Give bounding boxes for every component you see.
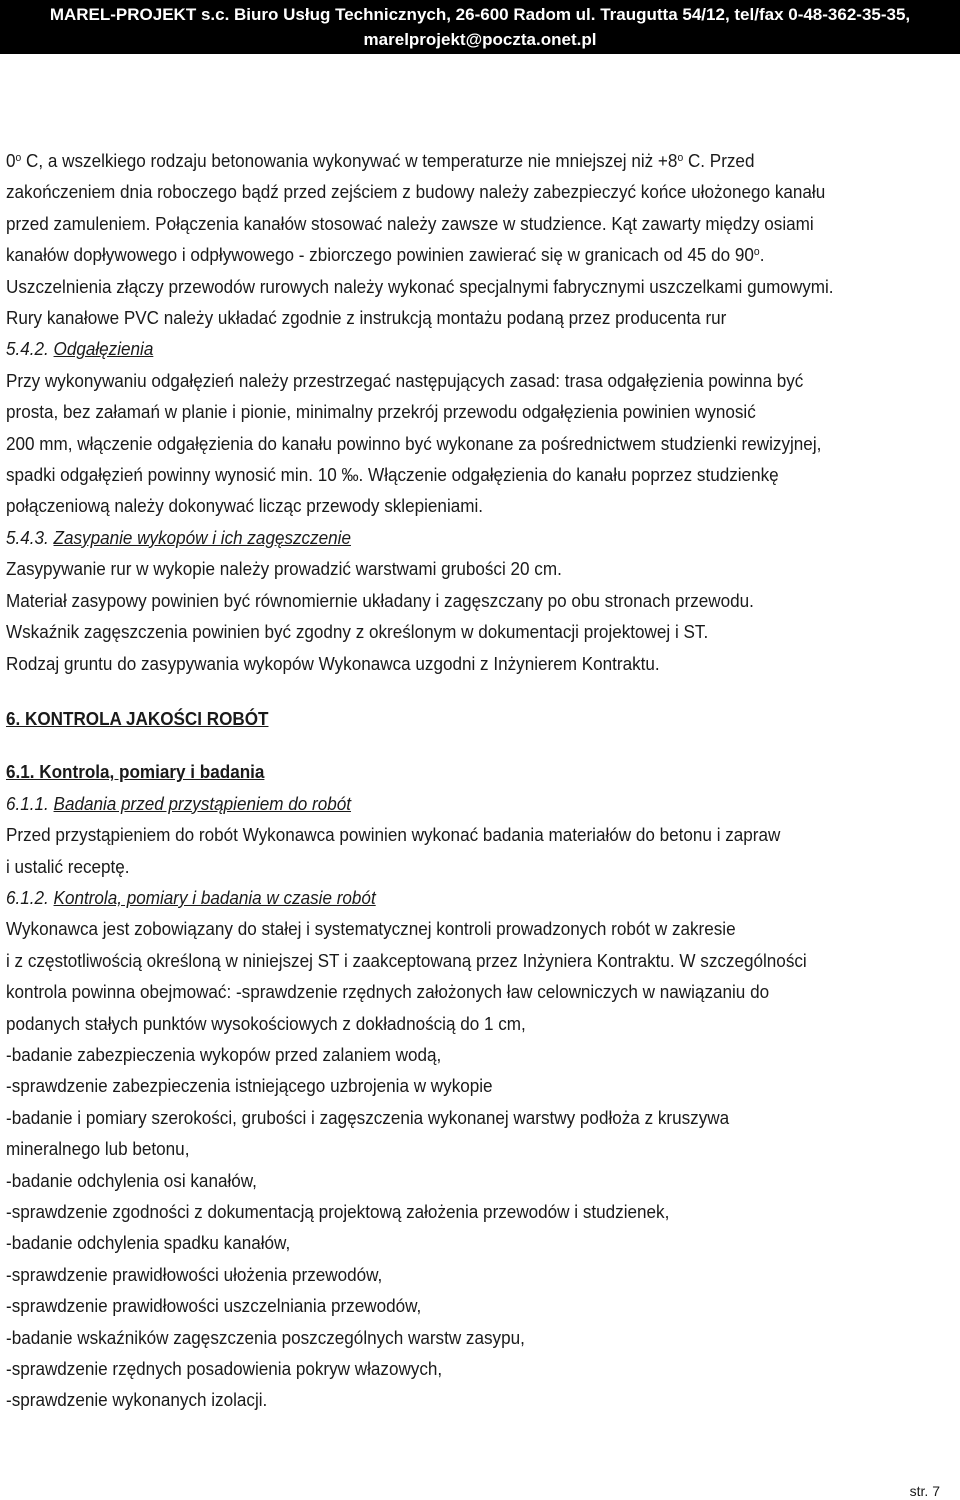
section-body-6-1-1 bbox=[6, 820, 897, 883]
text-line: -badanie odchylenia osi kanałów, bbox=[6, 1170, 257, 1191]
text-line: Wskaźnik zagęszczenia powinien być zgodny z określonym w dokumentacji projektowej i ST. bbox=[6, 622, 709, 643]
text-line: prosta, bez załamań w planie i pionie, minimalny przekrój przewodu odgałęzienia powinien wynosić bbox=[6, 402, 756, 423]
text-line: -sprawdzenie zgodności z dokumentacją projektową założenia przewodów i studzienek, bbox=[6, 1202, 670, 1222]
intro-line-3: przed zamuleniem. Połączenia kanałów stosować należy zawsze w studzience. Kąt zawarty między osiami bbox=[6, 213, 814, 234]
section-body-6-1-2 bbox=[6, 914, 897, 1417]
text-line: i ustalić receptę. bbox=[6, 856, 130, 877]
section-heading-6-1-2: 6.1.2. Kontrola, pomiary i badania w czasie robót bbox=[6, 887, 376, 908]
text-line: spadki odgałęzień powinny wynosić min. 10 ‰. Włączenie odgałęzienia do kanału poprzez studzienkę bbox=[6, 465, 779, 486]
text-line: -sprawdzenie wykonanych izolacji. bbox=[6, 1390, 268, 1411]
text-line: mineralnego lub betonu, bbox=[6, 1139, 190, 1160]
text-line: Przed przystąpieniem do robót Wykonawca powinien wykonać badania materiałów do betonu i zapraw bbox=[6, 825, 781, 846]
section-heading-6-1-1: 6.1.1. Badania przed przystąpieniem do robót bbox=[6, 793, 352, 814]
text-line: podanych stałych punktów wysokościowych z dokładnością do 1 cm, bbox=[6, 1013, 526, 1034]
intro-line-5: Uszczelnienia złączy przewodów rurowych należy wykonać specjalnymi fabrycznymi uszczelkami gumowymi. bbox=[6, 276, 834, 297]
page-header bbox=[0, 0, 960, 54]
page-number: str. 7 bbox=[909, 1483, 940, 1499]
text-line: -sprawdzenie prawidłowości ułożenia przewodów, bbox=[6, 1264, 383, 1285]
text-line: Przy wykonywaniu odgałęzień należy przestrzegać następujących zasad: trasa odgałęzienia powinna być bbox=[6, 370, 804, 391]
text-line: -badanie wskaźników zagęszczenia poszczególnych warstw zasypu, bbox=[6, 1327, 525, 1348]
header-line-2: marelprojekt@poczta.onet.pl bbox=[363, 30, 597, 49]
text-line: -sprawdzenie zabezpieczenia istniejącego uzbrojenia w wykopie bbox=[6, 1076, 493, 1097]
section-heading-5-4-2: 5.4.2. Odgałęzienia bbox=[6, 339, 154, 360]
section-heading-6: 6. KONTROLA JAKOŚCI ROBÓT bbox=[6, 708, 269, 729]
section-body-5-4-3 bbox=[6, 554, 897, 680]
section-body-5-4-2 bbox=[6, 366, 897, 523]
text-line: -sprawdzenie prawidłowości uszczelniania przewodów, bbox=[6, 1296, 422, 1317]
text-line: Rodzaj gruntu do zasypywania wykopów Wykonawca uzgodni z Inżynierem Kontraktu. bbox=[6, 653, 660, 674]
text-line: -badanie i pomiary szerokości, grubości i zagęszczenia wykonanej warstwy podłoża z kruszywa bbox=[6, 1107, 730, 1128]
header-line-1: MAREL-PROJEKT s.c. Biuro Usług Technicznych, 26-600 Radom ul. Traugutta 54/12, tel/fax 0-48-362-35-35, bbox=[49, 5, 911, 24]
document-body bbox=[6, 146, 897, 1417]
text-line: Zasypywanie rur w wykopie należy prowadzić warstwami grubości 20 cm. bbox=[6, 559, 562, 580]
text-line: Wykonawca jest zobowiązany do stałej i systematycznej kontroli prowadzonych robót w zakresie bbox=[6, 919, 736, 940]
intro-line-4: kanałów dopływowego i odpływowego - zbiorczego powinien zawierać się w granicach od 45 do 90$^o$. bbox=[6, 245, 765, 266]
text-line: i z częstotliwością określoną w niniejszej ST i zaakceptowaną przez Inżyniera Kontraktu. W szczególności bbox=[6, 950, 807, 971]
intro-line-2: zakończeniem dnia roboczego bądź przed zejściem z budowy należy zabezpieczyć końce ułożonego kanału bbox=[6, 182, 826, 203]
text-line: Materiał zasypowy powinien być równomiernie układany i zagęszczany po obu stronach przewodu. bbox=[6, 590, 754, 611]
intro-line-1: 0$^o$ C, a wszelkiego rodzaju betonowania wykonywać w temperaturze nie mniejszej niż $+8^o$ C. Przed bbox=[6, 151, 755, 171]
text-line: -sprawdzenie rzędnych posadowienia pokryw włazowych, bbox=[6, 1359, 443, 1380]
text-line: kontrola powinna obejmować: -sprawdzenie rzędnych założonych ław celowniczych w nawiązaniu do bbox=[6, 982, 770, 1003]
text-line: -badanie odchylenia spadku kanałów, bbox=[6, 1233, 291, 1254]
intro-line-6: Rury kanałowe PVC należy układać zgodnie z instrukcją montażu podaną przez producenta rur bbox=[6, 308, 727, 329]
text-line: połączeniową należy dokonywać licząc przewody sklepieniami. bbox=[6, 496, 484, 517]
section-heading-6-1: 6.1. Kontrola, pomiary i badania bbox=[6, 762, 265, 783]
section-heading-5-4-3: 5.4.3. Zasypanie wykopów i ich zagęszczenie bbox=[6, 527, 351, 548]
text-line: -badanie zabezpieczenia wykopów przed zalaniem wodą, bbox=[6, 1044, 442, 1065]
text-line: 200 mm, włączenie odgałęzienia do kanału powinno być wykonane za pośrednictwem studzienki rewizyjnej, bbox=[6, 433, 822, 454]
